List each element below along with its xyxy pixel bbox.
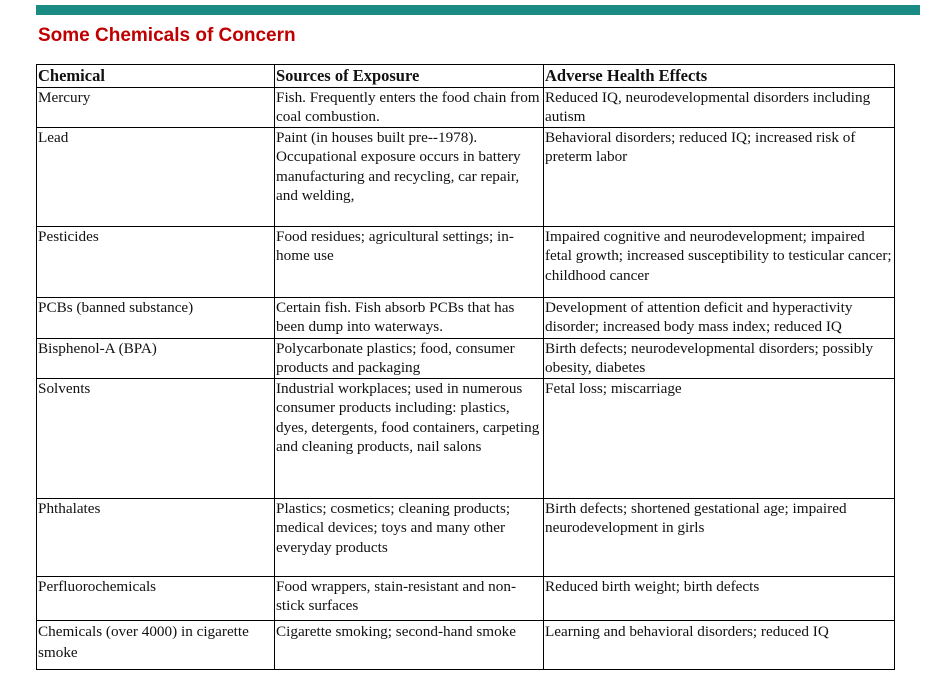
chemical-cell: Pesticides	[37, 227, 275, 298]
effects-cell: Birth defects; shortened gestational age; impaired neurodevelopment in girls	[544, 498, 895, 576]
effects-cell: Birth defects; neurodevelopmental disorders; possibly obesity, diabetes	[544, 339, 895, 379]
sources-cell: Polycarbonate plastics; food, consumer products and packaging	[275, 339, 544, 379]
sources-cell: Paint (in houses built pre--1978). Occupational exposure occurs in battery manufacturing and recycling, car repair, and welding,	[275, 128, 544, 227]
chemical-cell: Perfluorochemicals	[37, 576, 275, 620]
table-row	[37, 298, 895, 339]
page-title: Some Chemicals of Concern	[38, 25, 296, 46]
table-row	[37, 128, 895, 227]
table-row	[37, 620, 895, 669]
sources-cell: Plastics; cosmetics; cleaning products; medical devices; toys and many other everyday products	[275, 498, 544, 576]
effects-cell: Development of attention deficit and hyperactivity disorder; increased body mass index; reduced IQ	[544, 298, 895, 339]
effects-cell: Reduced birth weight; birth defects	[544, 576, 895, 620]
table-row	[37, 378, 895, 498]
table-header-row	[37, 65, 895, 88]
effects-cell: Learning and behavioral disorders; reduced IQ	[544, 620, 895, 669]
sources-cell: Certain fish. Fish absorb PCBs that has been dump into waterways.	[275, 298, 544, 339]
effects-cell: Reduced IQ, neurodevelopmental disorders including autism	[544, 88, 895, 128]
chemical-cell: Lead	[37, 128, 275, 227]
table-row	[37, 576, 895, 620]
sources-cell: Cigarette smoking; second-hand smoke	[275, 620, 544, 669]
chemical-cell: Chemicals (over 4000) in cigarette smoke	[37, 620, 275, 669]
chemical-cell: Solvents	[37, 378, 275, 498]
table-row	[37, 339, 895, 379]
table-row	[37, 227, 895, 298]
sources-cell: Food wrappers, stain-resistant and non-stick surfaces	[275, 576, 544, 620]
table-row	[37, 88, 895, 128]
column-header-effects: Adverse Health Effects	[544, 65, 895, 88]
sources-cell: Fish. Frequently enters the food chain from coal combustion.	[275, 88, 544, 128]
chemical-cell: PCBs (banned substance)	[37, 298, 275, 339]
table-row	[37, 498, 895, 576]
sources-cell: Food residues; agricultural settings; in-home use	[275, 227, 544, 298]
column-header-sources: Sources of Exposure	[275, 65, 544, 88]
top-accent-bar	[36, 5, 920, 15]
chemical-cell: Mercury	[37, 88, 275, 128]
effects-cell: Fetal loss; miscarriage	[544, 378, 895, 498]
chemical-cell: Phthalates	[37, 498, 275, 576]
effects-cell: Behavioral disorders; reduced IQ; increased risk of preterm labor	[544, 128, 895, 227]
effects-cell: Impaired cognitive and neurodevelopment; impaired fetal growth; increased susceptibility to testicular cancer; childhood cancer	[544, 227, 895, 298]
chemicals-table	[36, 64, 895, 670]
column-header-chemical: Chemical	[37, 65, 275, 88]
chemical-cell: Bisphenol-A (BPA)	[37, 339, 275, 379]
sources-cell: Industrial workplaces; used in numerous consumer products including: plastics, dyes, detergents, food containers, carpeting and cleaning products, nail salons	[275, 378, 544, 498]
